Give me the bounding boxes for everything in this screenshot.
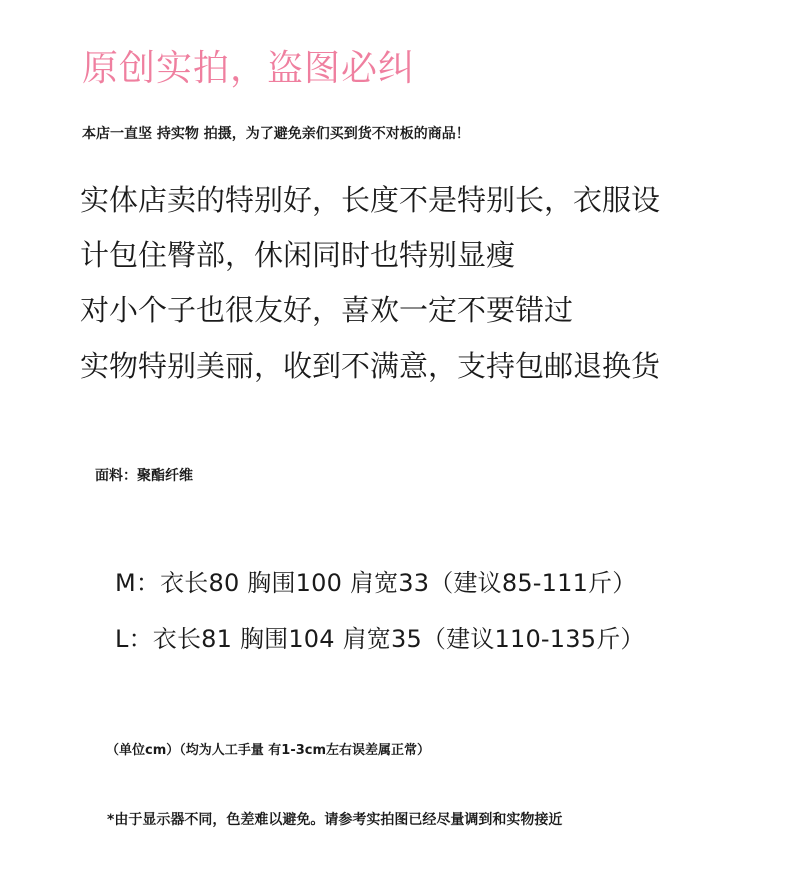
measurement-note: （单位cm）（均为人工手量 有1-3cm左右误差属正常）	[106, 743, 431, 758]
color-disclaimer: *由于显示器不同，色差难以避免。请参考实拍图已经尽量调到和实物接近	[107, 812, 563, 828]
description-line: 实体店卖的特别好，长度不是特别长，衣服设	[80, 183, 661, 217]
size-row-m: M：衣长80 胸围100 肩宽33（建议85-111斤）	[115, 569, 637, 597]
fabric-info: 面料：聚酯纤维	[95, 468, 193, 484]
page-title: 原创实拍，盗图必纠	[82, 48, 416, 89]
description-line: 计包住臀部，休闲同时也特别显瘦	[80, 238, 516, 272]
description-line: 对小个子也很友好，喜欢一定不要错过	[80, 293, 574, 327]
description-line: 实物特别美丽，收到不满意，支持包邮退换货	[80, 349, 661, 383]
intro-text: 本店一直坚 持实物 拍摄，为了避免亲们买到货不对板的商品！	[82, 126, 470, 142]
size-row-l: L：衣长81 胸围104 肩宽35（建议110-135斤）	[115, 625, 645, 653]
